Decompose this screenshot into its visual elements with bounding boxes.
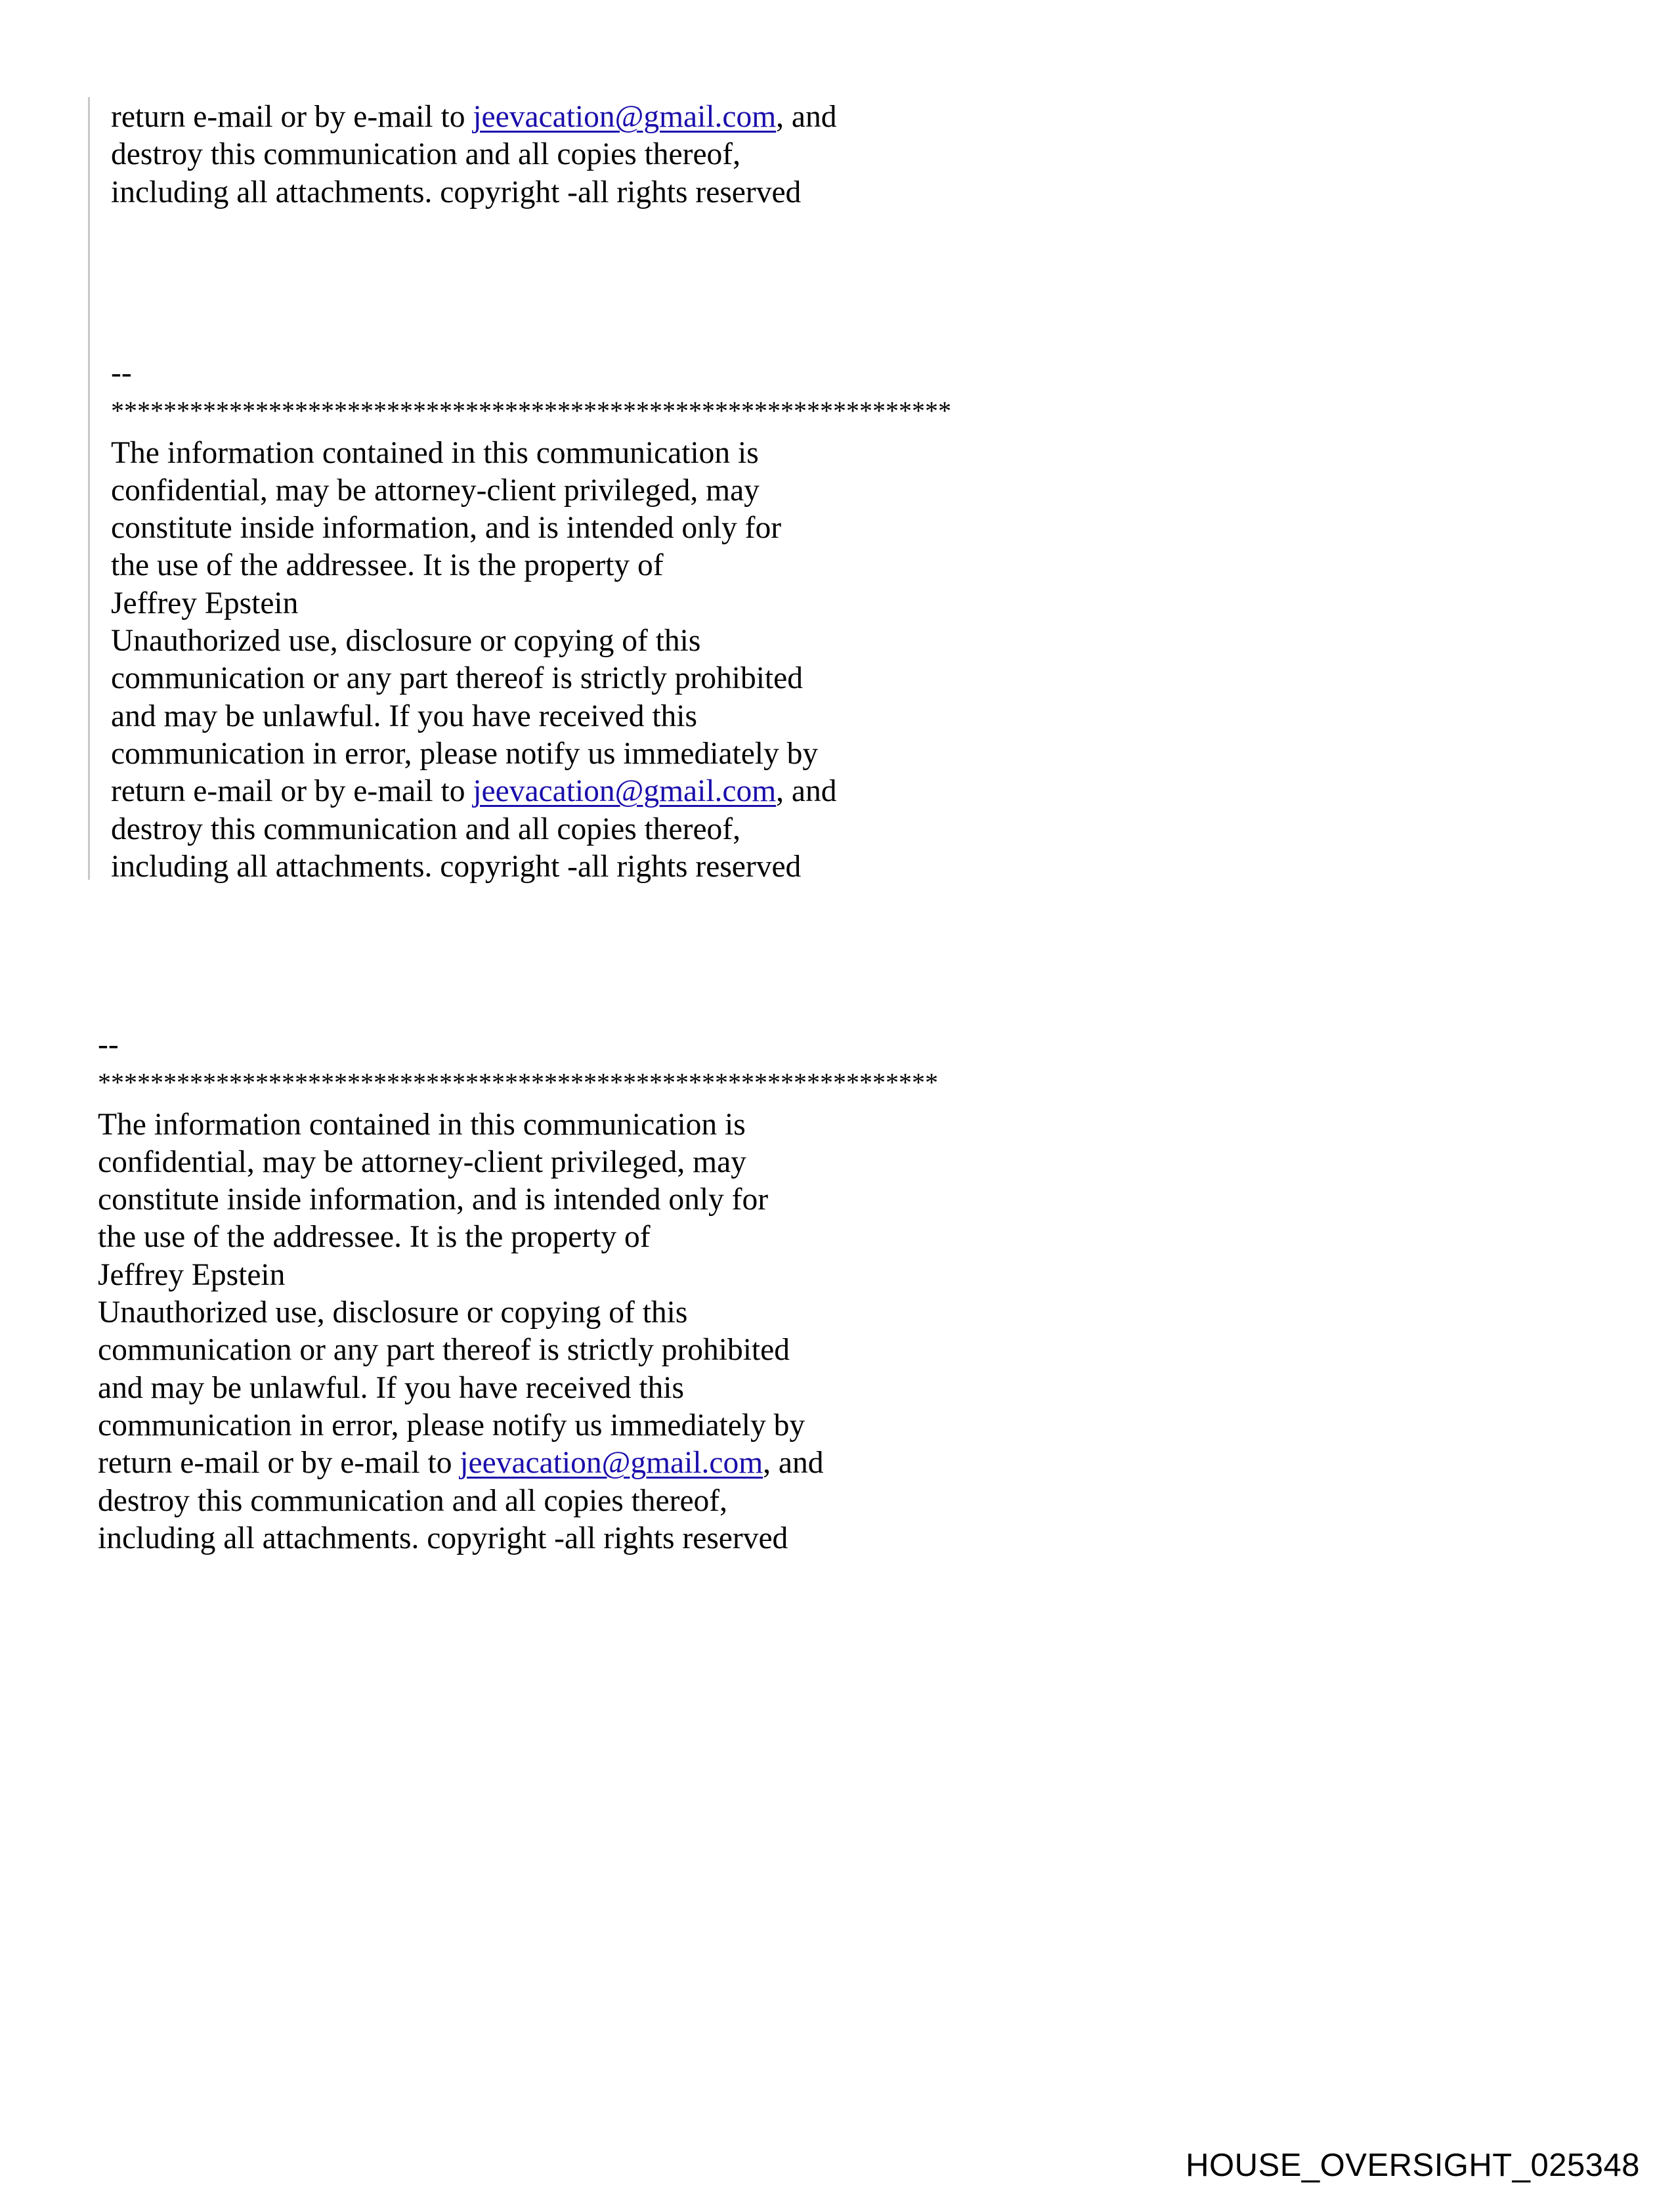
- signature-dashes: --: [111, 356, 132, 390]
- email-link[interactable]: jeevacation@gmail.com: [473, 100, 777, 134]
- disclaimer-line: Jeffrey Epstein: [98, 1257, 286, 1292]
- email-link[interactable]: jeevacation@gmail.com: [473, 774, 777, 809]
- disclaimer-line: return e-mail or by e-mail to jeevacation@gmail.com, and: [111, 774, 837, 809]
- disclaimer-line: constitute inside information, and is intended only for: [111, 511, 782, 546]
- star-separator: ****************************************************************: [111, 396, 951, 426]
- disclaimer-line: destroy this communication and all copies thereof,: [98, 1483, 727, 1518]
- bates-number: HOUSE_OVERSIGHT_025348: [1186, 2148, 1640, 2183]
- disclaimer-line: the use of the addressee. It is the property of: [111, 548, 664, 583]
- disclaimer-line: and may be unlawful. If you have received this: [111, 699, 697, 733]
- disclaimer-line: communication in error, please notify us immediately by: [98, 1408, 805, 1442]
- quoted-tail-line-1: return e-mail or by e-mail to jeevacation@gmail.com, and: [111, 100, 837, 134]
- disclaimer-line: communication in error, please notify us immediately by: [111, 736, 819, 771]
- disclaimer-line: The information contained in this communication is: [98, 1107, 746, 1142]
- disclaimer-line: the use of the addressee. It is the property of: [98, 1220, 651, 1255]
- quote-bar: [88, 97, 90, 880]
- disclaimer-block: [98, 1026, 938, 1557]
- disclaimer-line: and may be unlawful. If you have received this: [98, 1370, 684, 1405]
- disclaimer-text: [98, 1106, 938, 1558]
- disclaimer-line: communication or any part thereof is strictly prohibited: [111, 661, 803, 696]
- disclaimer-line: Unauthorized use, disclosure or copying of this: [111, 624, 701, 659]
- quoted-disclaimer-text: [111, 435, 951, 886]
- signature-dashes: --: [98, 1028, 119, 1062]
- quoted-tail-line-2: destroy this communication and all copies thereof,: [111, 137, 740, 172]
- quoted-tail-block: [111, 98, 837, 211]
- disclaimer-line: including all attachments. copyright -all rights reserved: [98, 1521, 788, 1555]
- disclaimer-line: including all attachments. copyright -all rights reserved: [111, 849, 802, 884]
- disclaimer-line: constitute inside information, and is intended only for: [98, 1182, 769, 1217]
- disclaimer-line: Unauthorized use, disclosure or copying of this: [98, 1295, 688, 1330]
- disclaimer-line: confidential, may be attorney-client privileged, may: [98, 1144, 746, 1179]
- disclaimer-line: Jeffrey Epstein: [111, 586, 299, 620]
- disclaimer-line: return e-mail or by e-mail to jeevacation@gmail.com, and: [98, 1446, 824, 1481]
- disclaimer-line: The information contained in this communication is: [111, 435, 759, 470]
- star-separator: ****************************************************************: [98, 1068, 938, 1098]
- disclaimer-line: destroy this communication and all copies thereof,: [111, 812, 740, 846]
- disclaimer-line: communication or any part thereof is strictly prohibited: [98, 1333, 790, 1368]
- disclaimer-line: confidential, may be attorney-client privileged, may: [111, 473, 760, 508]
- quoted-disclaimer-block: [111, 355, 951, 886]
- quoted-tail-line-3: including all attachments. copyright -all rights reserved: [111, 175, 802, 209]
- email-link[interactable]: jeevacation@gmail.com: [460, 1446, 763, 1481]
